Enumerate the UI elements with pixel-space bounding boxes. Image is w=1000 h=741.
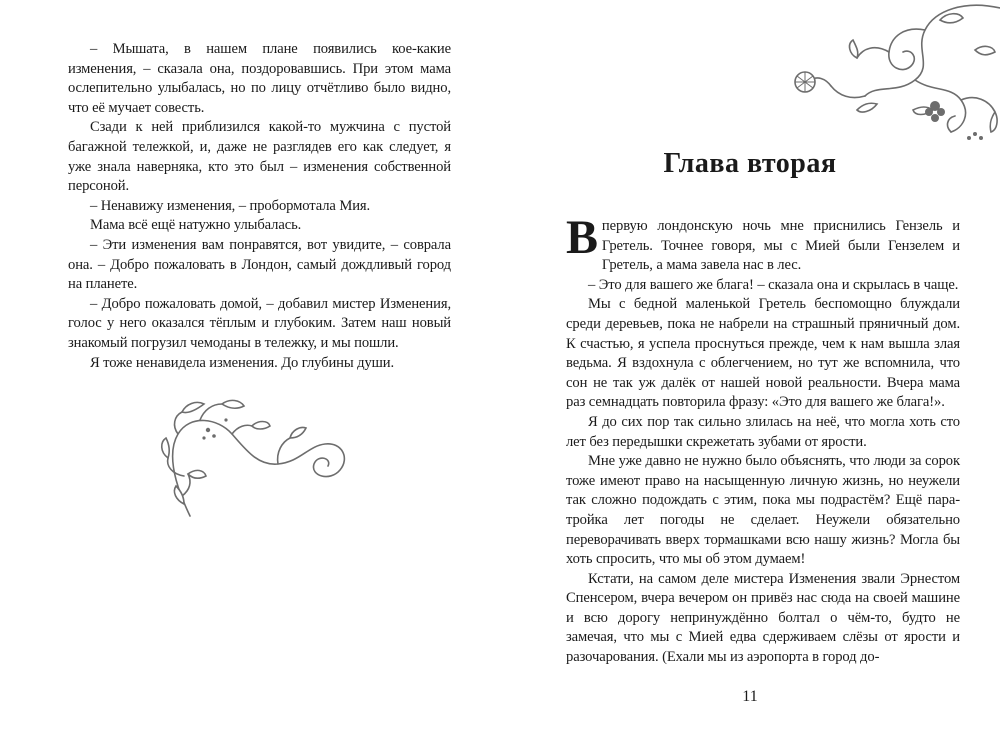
- chapter-title: Глава вторая: [663, 148, 837, 179]
- paragraph: Я до сих пор так сильно злилась на неё, что могла хоть сто лет без передышки скрежетать зубами от ярости.: [566, 413, 960, 450]
- paragraph: Мне уже давно не нужно было объяснять, что люди за сорок тоже имеют право на насыщенную личную жизнь, но неужели так сложно подождать с этим, пока мы подрастём? Ещё пара-тройка лет погоды не сделает. Неужели обязательно переворачивать вверх тормашками всю нашу жизнь? Могла бы хоть спросить, что мы об этом думаем!: [566, 453, 960, 568]
- paragraph: Сзади к ней приблизился какой-то мужчина с пустой багажной тележкой, и, даже не разглядев его как следует, я уже знала наверняка, кто это был – изменения собственной персоной.: [68, 119, 451, 195]
- floral-corner-ornament: [765, 0, 1000, 145]
- first-paragraph: [566, 211, 960, 276]
- right-page-text: [566, 211, 960, 668]
- paragraph: – Мышата, в нашем плане появились кое-какие изменения, – сказала она, поздоровавшись. При этом мама ослепительно улыбалась, но по лицу отчётливо было видно, что её мучает совесть.: [68, 41, 451, 116]
- drop-cap: В: [566, 211, 598, 264]
- paragraph: – Ненавижу изменения, – пробормотала Мия.: [90, 197, 371, 214]
- page-number: 11: [742, 688, 758, 705]
- left-page-text: [68, 40, 451, 373]
- paragraph: Мама всё ещё натужно улыбалась.: [90, 217, 302, 234]
- paragraph: Кстати, на самом деле мистера Изменения звали Эрнестом Спенсером, вчера вечером он привёз нас сюда на своей машине и всю дорогу непринуждённо болтал о чём-то, будто не замечая, что мы с Мией едва сдерживаем слёзы от ярости и разочарования. (Ехали мы из аэропорта в город до-: [566, 570, 960, 666]
- paragraph: – Это для вашего же блага! – сказала она и скрылась в чаще.: [588, 276, 959, 293]
- paragraph: – Добро пожаловать домой, – добавил мистер Изменения, голос у него оказался тёплым и глубоким. Затем наш новый знакомый погрузил чемоданы в тележку, и мы пошли.: [68, 295, 451, 351]
- paragraph: Мы с бедной маленькой Гретель беспомощно блуждали среди деревьев, пока не набрели на страшный пряничный дом. К счастью, я успела проснуться прежде, чем к нам вышла злая ведьма. Я вздохнула с облегчением, но тут же вспомнила, что сон не так уж далёк от нашей новой реальности. Вчера мама раз семнадцать повторила фразу: «Это для вашего же блага!».: [566, 296, 960, 411]
- paragraph: – Эти изменения вам понравятся, вот увидите, – соврала она. – Добро пожаловать в Лондон, самый дождливый город на планете.: [68, 236, 451, 293]
- right-page: [500, 0, 1000, 741]
- first-paragraph-text: первую лондонскую ночь мне приснились Гензель и Гретель. Точнее говоря, мы с Мией были Гензелем и Гретель, а мама завела нас в лес.: [601, 218, 960, 274]
- paragraph: Я тоже ненавидела изменения. До глубины души.: [90, 354, 395, 371]
- floral-vine-ornament: [160, 396, 360, 521]
